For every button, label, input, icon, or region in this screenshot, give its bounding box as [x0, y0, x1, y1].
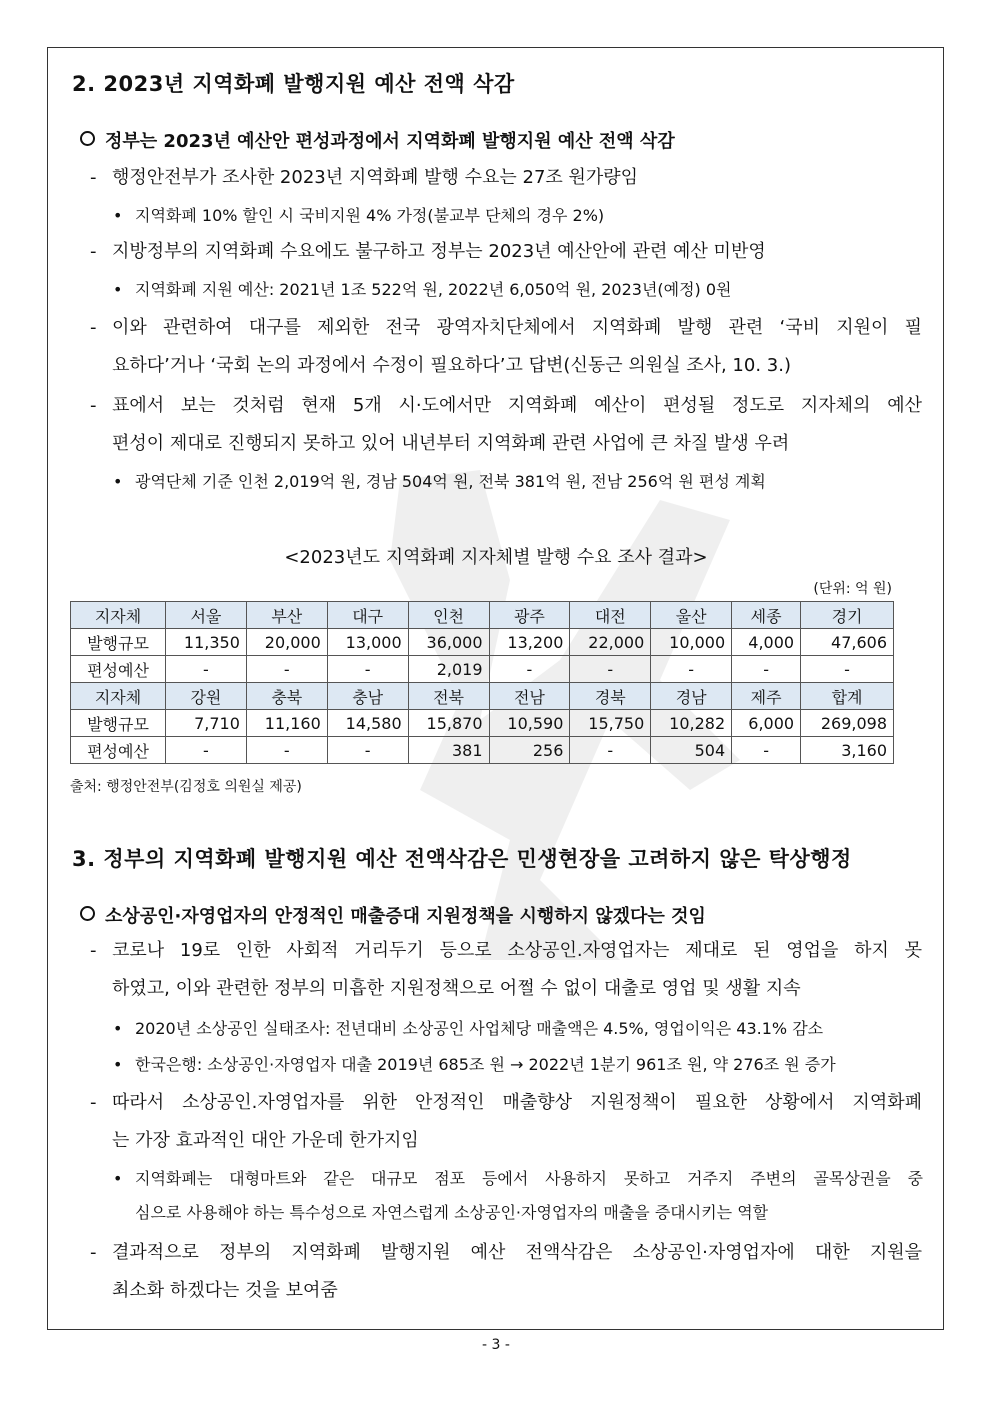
table-cell: 11,160	[246, 710, 327, 737]
table-cell: 10,282	[651, 710, 732, 737]
row-label: 지자체	[71, 602, 166, 629]
dash-item	[90, 309, 922, 385]
table-cell: -	[651, 656, 732, 683]
item-line: 이와 관련하여 대구를 제외한 전국 광역자치단체에서 지역화폐 발행 관련 ‘국비 지원이 필	[112, 317, 922, 338]
table-cell: 4,000	[732, 629, 801, 656]
table-cell: 대전	[570, 602, 651, 629]
table-cell: 인천	[408, 602, 489, 629]
dash-item	[90, 1234, 922, 1310]
dash-marker: -	[90, 1092, 97, 1113]
table-cell: 10,590	[489, 710, 570, 737]
table-cell: -	[246, 656, 327, 683]
row-label: 편성예산	[71, 737, 166, 764]
item-line: 최소화 하겠다는 것을 보여줌	[112, 1280, 338, 1301]
table-cell: 충남	[327, 683, 408, 710]
table-cell: 제주	[732, 683, 801, 710]
table-cell: 합계	[801, 683, 894, 710]
dash-item	[90, 159, 922, 197]
bullet-item	[113, 1048, 923, 1082]
table-cell: 강원	[166, 683, 247, 710]
row-label: 편성예산	[71, 656, 166, 683]
table-cell: 6,000	[732, 710, 801, 737]
item-line: 하였고, 이와 관련한 정부의 미흡한 지원정책으로 어쩔 수 없이 대출로 영업 및 생활 지속	[112, 978, 801, 999]
table-cell: 22,000	[570, 629, 651, 656]
item-line: 따라서 소상공인.자영업자를 위한 안정적인 매출향상 지원정책이 필요한 상황에서 지역화폐	[112, 1092, 922, 1113]
table-cell: 전북	[408, 683, 489, 710]
bullet-marker: •	[113, 206, 123, 225]
table-cell: -	[732, 737, 801, 764]
table-cell: 서울	[166, 602, 247, 629]
circle-bullet-icon	[80, 906, 95, 921]
page-number: - 3 -	[482, 1337, 510, 1353]
table-cell: -	[166, 737, 247, 764]
item-line: 표에서 보는 것처럼 현재 5개 시·도에서만 지역화폐 예산이 편성될 정도로 지자체의 예산	[112, 395, 922, 416]
item-line: 행정안전부가 조사한 2023년 지역화폐 발행 수요는 27조 원가량임	[112, 167, 639, 188]
table-cell: -	[327, 737, 408, 764]
table-cell: 세종	[732, 602, 801, 629]
item-line: 2020년 소상공인 실태조사: 전년대비 소상공인 사업체당 매출액은 4.5%, 영업이익은 43.1% 감소	[135, 1019, 824, 1038]
dash-item	[90, 233, 922, 271]
table-cell: 14,580	[327, 710, 408, 737]
circle-bullet-icon	[80, 131, 95, 146]
dash-item	[90, 932, 922, 1008]
dash-marker: -	[90, 395, 97, 416]
table-cell: 대구	[327, 602, 408, 629]
item-line: 는 가장 효과적인 대안 가운데 한가지임	[112, 1130, 419, 1151]
item-line: 지역화폐 지원 예산: 2021년 1조 522억 원, 2022년 6,050억 원, 2023년(예정) 0원	[135, 280, 732, 299]
table-cell: -	[166, 656, 247, 683]
table-cell: 15,750	[570, 710, 651, 737]
table-row	[71, 629, 894, 656]
table-cell: 36,000	[408, 629, 489, 656]
bullet-item	[113, 465, 923, 499]
section-3-subtitle: 소상공인·자영업자의 안정적인 매출증대 지원정책을 시행하지 않겠다는 것임	[80, 902, 706, 928]
table-cell: 부산	[246, 602, 327, 629]
bullet-item	[113, 1162, 923, 1230]
table-cell: 3,160	[801, 737, 894, 764]
table-cell: 10,000	[651, 629, 732, 656]
item-line: 지방정부의 지역화폐 수요에도 불구하고 정부는 2023년 예산안에 관련 예산 미반영	[112, 241, 766, 262]
demand-survey-table	[70, 601, 894, 764]
table-cell: -	[489, 656, 570, 683]
item-line: 광역단체 기준 인천 2,019억 원, 경남 504억 원, 전북 381억 원, 전남 256억 원 편성 계획	[135, 472, 766, 491]
table-source: 출처: 행정안전부(김정호 의원실 제공)	[70, 779, 302, 795]
row-label: 지자체	[71, 683, 166, 710]
table-row	[71, 683, 894, 710]
item-line: 요하다’거나 ‘국회 논의 과정에서 수정이 필요하다’고 답변(신동근 의원실 조사, 10. 3.)	[112, 355, 791, 376]
table-cell: 2,019	[408, 656, 489, 683]
bullet-marker: •	[113, 1169, 123, 1188]
item-line: 편성이 제대로 진행되지 못하고 있어 내년부터 지역화폐 관련 사업에 큰 차질 발생 우려	[112, 433, 790, 454]
bullet-item	[113, 199, 923, 233]
table-cell: 381	[408, 737, 489, 764]
bullet-marker: •	[113, 1055, 123, 1074]
dash-item	[90, 387, 922, 463]
dash-marker: -	[90, 317, 97, 338]
table-cell: 256	[489, 737, 570, 764]
table-cell: 충북	[246, 683, 327, 710]
dash-marker: -	[90, 1242, 97, 1263]
table-cell: 경기	[801, 602, 894, 629]
row-label: 발행규모	[71, 629, 166, 656]
table-cell: 504	[651, 737, 732, 764]
bullet-marker: •	[113, 472, 123, 491]
bullet-marker: •	[113, 1019, 123, 1038]
bullet-marker: •	[113, 280, 123, 299]
dash-item	[90, 1084, 922, 1160]
table-cell: 13,000	[327, 629, 408, 656]
section-2-subtitle: 정부는 2023년 예산안 편성과정에서 지역화폐 발행지원 예산 전액 삭감	[80, 127, 675, 153]
table-cell: 269,098	[801, 710, 894, 737]
dash-marker: -	[90, 167, 97, 188]
table-row	[71, 710, 894, 737]
table-cell: 15,870	[408, 710, 489, 737]
table-cell: 47,606	[801, 629, 894, 656]
table-cell: -	[801, 656, 894, 683]
bullet-item	[113, 273, 923, 307]
row-label: 발행규모	[71, 710, 166, 737]
table-cell: 광주	[489, 602, 570, 629]
section-3-title: 3. 정부의 지역화폐 발행지원 예산 전액삭감은 민생현장을 고려하지 않은 탁상행정	[72, 847, 852, 871]
table-cell: 20,000	[246, 629, 327, 656]
table-cell: 전남	[489, 683, 570, 710]
item-line: 지역화폐 10% 할인 시 국비지원 4% 가정(불교부 단체의 경우 2%)	[135, 206, 605, 225]
table-cell: 11,350	[166, 629, 247, 656]
table-cell: 13,200	[489, 629, 570, 656]
section-2-title: 2. 2023년 지역화폐 발행지원 예산 전액 삭감	[72, 72, 515, 96]
bullet-item	[113, 1012, 923, 1046]
table-cell: 7,710	[166, 710, 247, 737]
item-line: 한국은행: 소상공인·자영업자 대출 2019년 685조 원 → 2022년 1분기 961조 원, 약 276조 원 증가	[135, 1055, 836, 1074]
table-row	[71, 737, 894, 764]
table-cell: -	[246, 737, 327, 764]
dash-marker: -	[90, 940, 97, 961]
table-cell: -	[732, 656, 801, 683]
item-line: 결과적으로 정부의 지역화폐 발행지원 예산 전액삭감은 소상공인·자영업자에 대한 지원을	[112, 1242, 922, 1263]
table-cell: -	[570, 656, 651, 683]
item-line: 지역화폐는 대형마트와 같은 대규모 점포 등에서 사용하지 못하고 거주지 주변의 골목상권을 중	[135, 1169, 923, 1188]
table-cell: 울산	[651, 602, 732, 629]
item-line: 심으로 사용해야 하는 특수성으로 자연스럽게 소상공인·자영업자의 매출을 증대시키는 역할	[135, 1203, 769, 1222]
dash-marker: -	[90, 241, 97, 262]
table-unit: (단위: 억 원)	[813, 581, 892, 597]
table-cell: -	[570, 737, 651, 764]
table-cell: -	[327, 656, 408, 683]
table-cell: 경남	[651, 683, 732, 710]
table-row	[71, 602, 894, 629]
table-title: <2023년도 지역화폐 지자체별 발행 수요 조사 결과>	[284, 547, 708, 568]
table-cell: 경북	[570, 683, 651, 710]
table-row	[71, 656, 894, 683]
item-line: 코로나 19로 인한 사회적 거리두기 등으로 소상공인.자영업자는 제대로 된 영업을 하지 못	[112, 940, 922, 961]
